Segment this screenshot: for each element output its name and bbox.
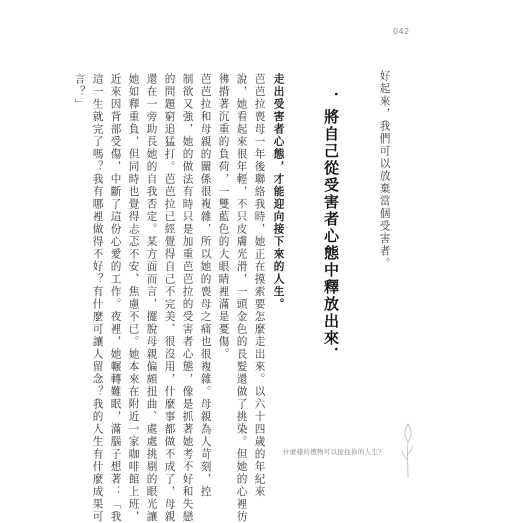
section-heading: ．將自己從受害者心態中釋放出來． — [322, 92, 340, 364]
text-column: 芭芭拉和母親的關係很複雜，所以她的喪母之痛也很複雜。母親為人苛刻，控 — [199, 73, 212, 498]
page-number: 042 — [393, 27, 410, 36]
text-column: 說，她看起來很年輕，不只皮膚光滑，一頭金色的長髮還做了挑染。但她的心裡彷 — [235, 73, 248, 523]
text-column: 她如釋重負，但同時也覺得忐忑不安、焦慮不已。她本來在附近一家咖啡館上班， — [127, 73, 140, 523]
text-column: 走出受害者心態，才能迎向接下來的人生。 — [272, 73, 285, 311]
text-column: 還在一旁助長她的自我否定。某方面而言，擺脫母親偏頗扭曲、處處挑剔的眼光讓 — [145, 73, 158, 523]
text-column: 的問題窮追猛打。芭芭拉已經覺得自己不完美、很沒用，什麼事都做不成了，母親 — [163, 73, 176, 523]
text-column: 言？」 — [73, 73, 86, 111]
text-column: 這一生就完了嗎？我有哪裡做得不好？有什麼可讓人留念？我的人生有什麼成果可 — [91, 73, 104, 523]
text-column: 芭芭拉喪母一年後聯絡我時，她正在摸索要怎麼走出來。以六十四歲的年紀來 — [253, 73, 266, 498]
running-footer: 什麼樣的禮物可以接住你的人生？ — [283, 448, 385, 456]
text-column: 近來因背部受傷，中斷了這份心愛的工作。夜裡，她輾轉難眠，滿腦子想著：「我 — [109, 73, 122, 523]
text-column: 制欲又強，她的做法有時只是加重芭芭拉的受害者心態，像是抓著她考不好和失戀 — [181, 73, 194, 523]
flower-ornament-icon — [398, 420, 418, 480]
intro-line: 好起來，我們可以放棄當個受害者。 — [378, 70, 391, 270]
text-column: 彿揹著沉重的負荷，一雙藍色的大眼睛裡滿是憂傷。 — [217, 73, 230, 361]
